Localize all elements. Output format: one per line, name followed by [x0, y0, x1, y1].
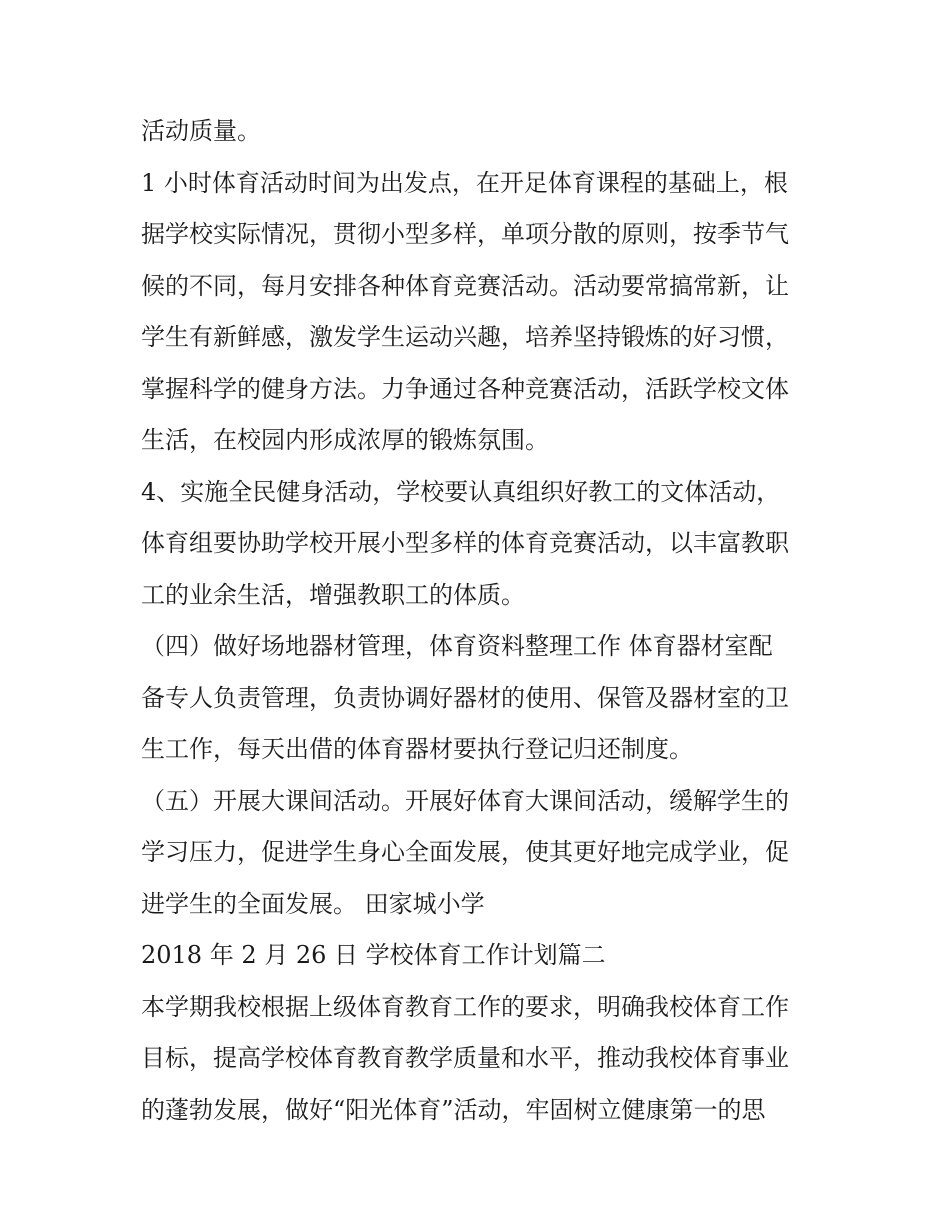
text-line: （五）开展大课间活动。开展好体育大课间活动，缓解学生的 [141, 786, 789, 815]
text-line: 学习压力，促进学生身心全面发展，使其更好地完成学业，促 [141, 838, 789, 866]
text-line: 生活，在校园内形成浓厚的锻炼氛围。 [141, 426, 549, 454]
text-line: 目标，提高学校体育教育教学质量和水平，推动我校体育事业 [141, 1044, 789, 1072]
text-line: 备专人负责管理，负责协调好器材的使用、保管及器材室的卫 [141, 683, 789, 712]
text-line: 进学生的全面发展。 田家城小学 [141, 889, 485, 918]
text-line: 体育组要协助学校开展小型多样的体育竞赛活动，以丰富教职 [141, 529, 789, 557]
text-line: 候的不同，每月安排各种体育竞赛活动。活动要常搞常新，让 [141, 271, 789, 300]
document-body [141, 106, 831, 1136]
text-line: 掌握科学的健身方法。力争通过各种竞赛活动，活跃学校文体 [141, 374, 789, 403]
text-line: 学生有新鲜感，激发学生运动兴趣，培养坚持锻炼的好习惯， [141, 323, 789, 351]
text-line: 的蓬勃发展，做好“阳光体育”活动，牢固树立健康第一的思 [141, 1095, 766, 1124]
text-line: 4、实施全民健身活动，学校要认真组织好教工的文体活动， [141, 477, 781, 506]
text-line: 据学校实际情况，贯彻小型多样，单项分散的原则，按季节气 [141, 220, 789, 248]
text-line: 1 小时体育活动时间为出发点，在开足体育课程的基础上，根 [141, 168, 788, 197]
text-line: （四）做好场地器材管理，体育资料整理工作 体育器材室配 [141, 632, 773, 660]
text-line: 活动质量。 [141, 117, 261, 145]
text-line: 2018 年 2 月 26 日 学校体育工作计划篇二 [141, 941, 606, 969]
text-line: 生工作，每天出借的体育器材要执行登记归还制度。 [141, 735, 693, 763]
text-line: 工的业余生活，增强教职工的体质。 [141, 580, 525, 609]
text-line: 本学期我校根据上级体育教育工作的要求，明确我校体育工作 [141, 992, 789, 1021]
